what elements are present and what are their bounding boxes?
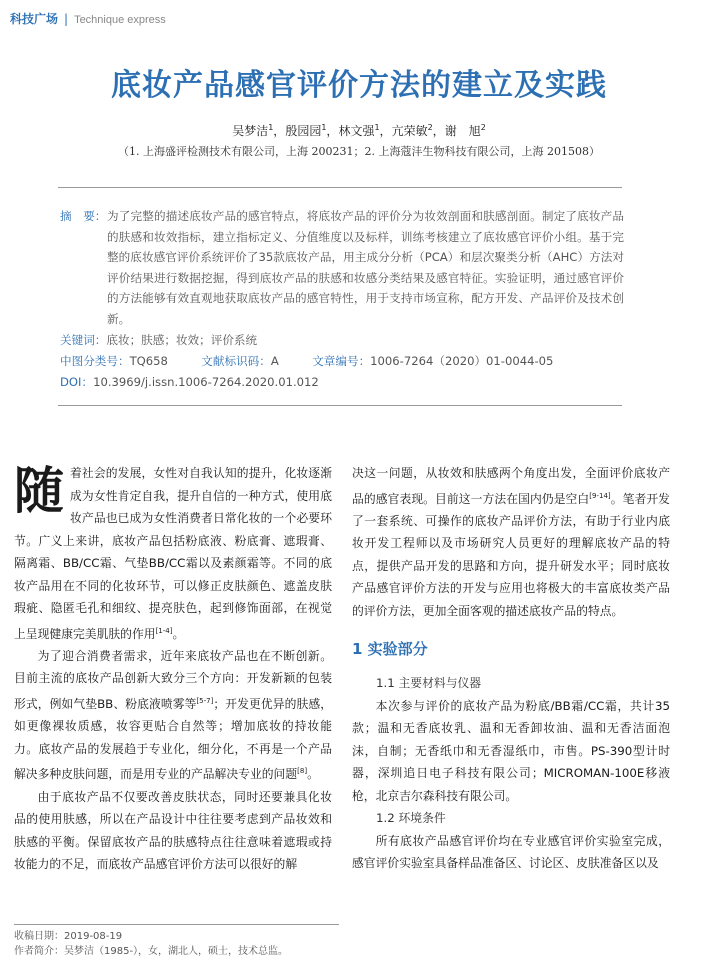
clc-label: 中图分类号：	[60, 354, 130, 368]
author: 亢荣敏	[391, 124, 428, 138]
section-name: 科技广场	[10, 12, 59, 26]
author-list: 吴梦洁$^1$，殷园园$^1$，林文强$^1$，亢荣敏$^2$，谢 旭$^2$	[232, 123, 486, 138]
body-right-column	[352, 462, 670, 875]
body-paragraph: 所有底妆产品感官评价均在专业感官评价实验室完成，感官评价实验室具备样品准备区、讨论区、皮肤准备区以及	[352, 833, 670, 871]
doc-code-label: 文献标识码：	[201, 354, 271, 368]
section-name-en: Technique express	[74, 14, 166, 26]
doc-code-value: A	[270, 354, 279, 368]
citation: [9-14]	[589, 491, 611, 500]
keywords-text: 底妆；肤感；妆效；评价系统	[106, 333, 258, 347]
author: 谢 旭	[444, 124, 481, 138]
paragraph-text: 。笔者开发了一套系统、可操作的底妆产品评价方法，有助于行业内底妆开发工程师以及市场研究人员更好的理解底妆产品的特点，提供产品开发的思路和方向，提升研发水平；同时底妆产品感官评价方法的开发与应用也将极大的丰富底妆类产品的评价方法，更加全面客观的描述底妆产品的特点。	[352, 491, 670, 618]
section-heading: 1 实验部分	[352, 640, 428, 659]
running-header	[10, 10, 166, 29]
paper-title: 底妆产品感官评价方法的建立及实践	[111, 68, 607, 103]
citation: [1-4]	[155, 626, 173, 635]
author-affil: 2	[427, 123, 433, 132]
doi-value: 10.3969/j.issn.1006-7264.2020.01.012	[93, 375, 319, 389]
body-paragraph: 由于底妆产品不仅要改善皮肤状态，同时还要兼具化妆品的使用肤感，所以在产品设计中往往要考虑到产品妆效和肤感的平衡。保留底妆产品的肤感特点往往意味着遮瑕或持妆能力的不足，而底妆产品感官评价方法可以很好的解	[14, 789, 332, 872]
author-affil: 1	[374, 123, 380, 132]
paragraph-text: 为了迎合消费者需求，近年来底妆产品也在不断创新。目前主流的底妆产品创新大致分三个方向：开发新颖的包装形式，例如气垫BB、粉底液喷雾等	[14, 648, 332, 711]
citation: [5-7]	[196, 696, 214, 705]
abstract-text: 为了完整的描述底妆产品的感官特点，将底妆产品的评价分为妆效剖面和肤感剖面。制定了底妆产品的肤感和妆效指标，建立指标定义、分值维度以及标样，训练考核建立了底妆感官评价小组。基于完整的底妆感官评价系统评价了35款底妆产品，用主成分分析（PCA）和层次聚类分析（AHC）方法对评价结果进行数据挖掘，得到底妆产品的肤感和妆感分类结果及感官特征。实验证明，通过感官评价的方法能够有效直观地获取底妆产品的感官特性，用于支持市场宣称，配方开发、产品评价及技术创新。	[107, 209, 624, 326]
paragraph-text: 。	[307, 767, 319, 782]
abstract-label: 摘 要：	[60, 209, 107, 223]
clc-value: TQ658	[129, 354, 168, 368]
doi-label: DOI：	[60, 375, 94, 389]
author-affil: 1	[321, 123, 327, 132]
divider-top	[58, 187, 622, 188]
body-paragraph	[14, 462, 332, 645]
footnote-rule	[14, 924, 339, 925]
affiliations: （1. 上海盛评检测技术有限公司，上海 200231；2. 上海蔻沣生物科技有限公司，上海 201508）	[118, 145, 600, 158]
author-affil: 1	[268, 123, 274, 132]
body-left-column	[14, 462, 332, 876]
doi	[60, 373, 319, 391]
paragraph-text: ；开发更优异的肤感，如更像裸妆质感，妆容更贴合自然等；增加底妆的持妆能力。底妆产品的发展趋于专业化，细分化，不再是一个产品解决多种皮肤问题，而是用专业的产品解决专业的问题	[14, 696, 332, 782]
received-date: 收稿日期：2019-08-19	[14, 931, 123, 942]
citation: [8]	[297, 767, 308, 776]
article-no-value: 1006-7264（2020）01-0044-05	[370, 354, 554, 368]
body-paragraph: 本次参与评价的底妆产品为粉底/BB霜/CC霜，共计35款；温和无香底妆乳、温和无香卸妆油、温和无香洁面泡沫，自制；无香纸巾和无香湿纸巾，市售。PS-390型计时器，深圳追日电子科技有限公司；MICROMAN-100E移液枪，北京吉尔森科技有限公司。	[352, 698, 670, 803]
divider-bottom	[58, 405, 622, 406]
subsection-heading: 1.2 环境条件	[376, 811, 446, 826]
abstract	[60, 206, 624, 329]
article-no-label: 文章编号：	[312, 354, 371, 368]
author: 林文强	[338, 124, 375, 138]
classification	[60, 352, 553, 370]
keywords	[60, 331, 257, 349]
keywords-label: 关键词：	[60, 333, 107, 347]
author: 吴梦洁	[232, 124, 269, 138]
subsection-heading: 1.1 主要材料与仪器	[376, 676, 482, 691]
author-affil: 2	[480, 123, 486, 132]
header-divider: |	[64, 12, 69, 26]
paragraph-text: 着社会的发展，女性对自我认知的提升，化妆逐渐成为女性肯定自我，提升自信的一种方式，使用底妆产品也已成为女性消费者日常化妆的一个必要环节。广义上来讲，底妆产品包括粉底液、粉底膏、遮瑕膏、隔离霜、BB/CC霜、气垫BB/CC霜以及素颜霜等。不同的底妆产品用在不同的化妆环节，可以修正皮肤颜色、遮盖皮肤瑕疵、隐匿毛孔和细纹、提亮肤色，起到修饰面部，在视觉上呈现健康完美肌肤的作用	[14, 466, 332, 641]
body-paragraph	[14, 645, 332, 786]
author: 殷园园	[285, 124, 322, 138]
drop-cap: 随	[14, 461, 64, 520]
author-bio: 作者简介：吴梦洁（1985-），女，湖北人，硕士，技术总监。	[14, 946, 289, 957]
paragraph-text: 决这一问题，从妆效和肤感两个角度出发，全面评价底妆产品的感官表现。目前这一方法在国内仍是空白	[352, 466, 670, 506]
paragraph-text: 。	[172, 626, 185, 641]
body-paragraph	[352, 462, 670, 622]
